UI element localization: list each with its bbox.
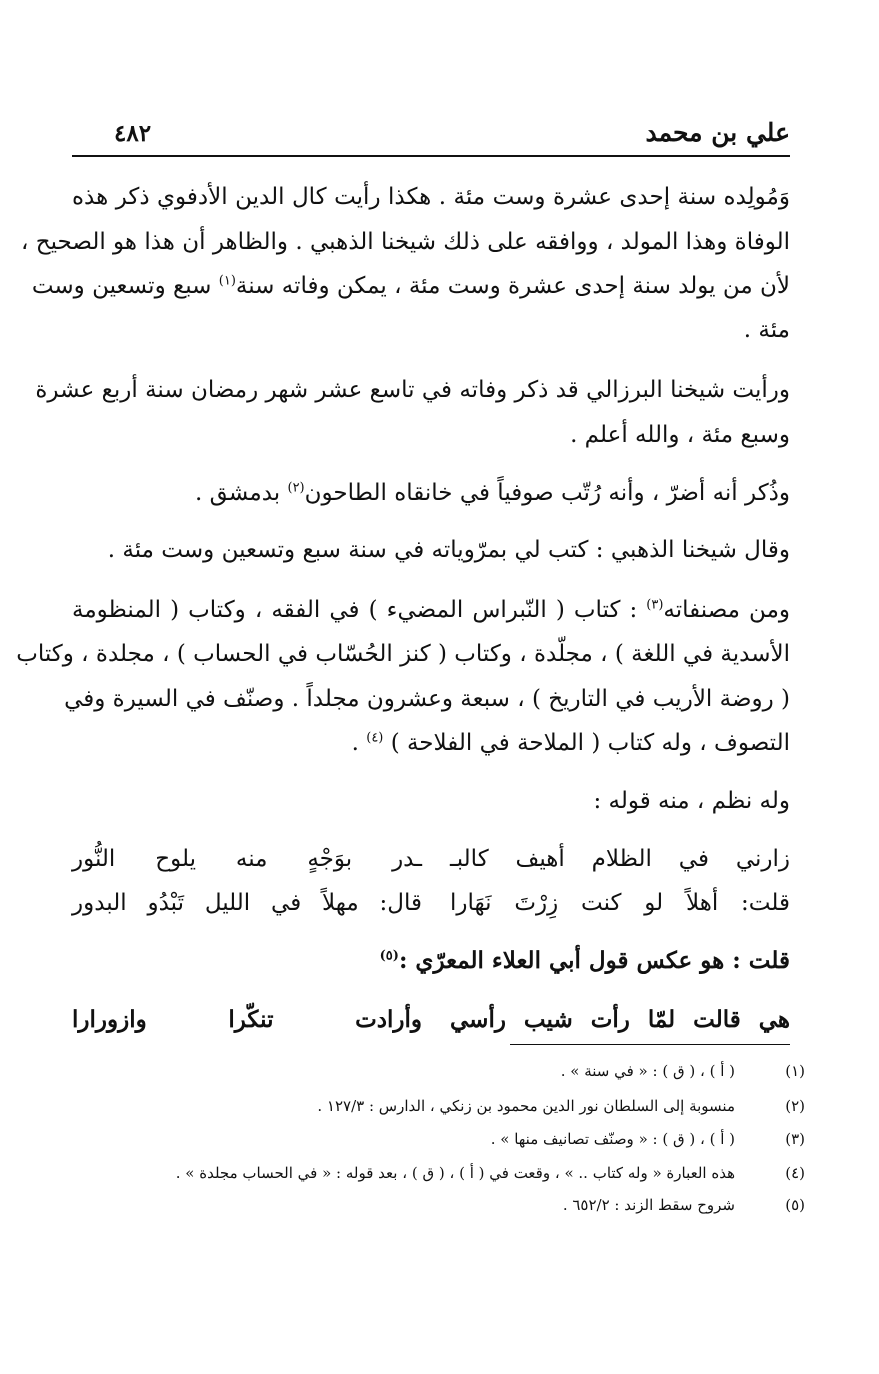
verse-line xyxy=(72,839,790,879)
footnote-text: شروح سقط الزند : ٦٥٢/٢ . xyxy=(562,1196,735,1214)
body-line: التصوف ، وله كتاب ( الملاحة في الفلاحة ) $^{(٤)}$ . xyxy=(351,730,790,756)
body-line: ورأيت شيخنا البرزالي قد ذكر وفاته في تاسع عشر شهر رمضان سنة أربع عشرة xyxy=(35,377,790,403)
verse-hemistich: هي قالت لمّا رأت شيب رأسي xyxy=(450,1006,790,1033)
verse-hemistich: قال: مهلاً في الليل تَبْدُو البدور xyxy=(72,890,422,916)
footnote xyxy=(100,1158,805,1188)
verse-hemistich: وأرادت تنكّرا وازورارا xyxy=(72,1006,422,1033)
body-line: وسبع مئة ، والله أعلم . xyxy=(570,422,790,448)
footnote-number: (٣) xyxy=(785,1130,805,1148)
footnote xyxy=(100,1124,805,1154)
footnote-number: (٥) xyxy=(785,1196,805,1214)
body-line: وَمُولِده سنة إحدى عشرة وست مئة . هكذا رأيت كال الدين الأدفوي ذكر هذه xyxy=(72,184,790,210)
footnote-marker: (١) xyxy=(218,273,236,289)
running-header xyxy=(72,118,790,154)
footnote xyxy=(100,1091,805,1121)
body-line: لأن من يولد سنة إحدى عشرة وست مئة ، يمكن وفاته سنة$^{(١)}$ سبع وتسعين وست xyxy=(31,273,790,299)
footnote-marker: (٣) xyxy=(646,597,664,613)
body-line: الوفاة وهذا المولد ، ووافقه على ذلك شيخنا الذهبي . والظاهر أن هذا هو الصحيح ، xyxy=(21,229,790,255)
verse-hemistich: قلت: أهلاً لو كنت زِرْتَ نَهَارا xyxy=(450,890,790,916)
footnote-text: ( أ ) ، ( ق ) : « في سنة » . xyxy=(560,1062,735,1080)
footnote xyxy=(100,1056,805,1086)
footnote-text: منسوبة إلى السلطان نور الدين محمود بن زنكي ، الدارس : ١٢٧/٣ . xyxy=(317,1097,735,1115)
body-line: وقال شيخنا الذهبي : كتب لي بمرّوياته في سنة سبع وتسعين وست مئة . xyxy=(107,537,790,563)
body-line: وله نظم ، منه قوله : xyxy=(593,788,790,814)
body-line: وذُكر أنه أضرّ ، وأنه رُتّب صوفياً في خانقاه الطاحون$^{(٢)}$ بدمشق . xyxy=(195,480,790,506)
footnote-marker: (٥) xyxy=(379,948,399,964)
body-line: قلت : هو عكس قول أبي العلاء المعرّي :$^{(٥)}$ xyxy=(379,947,790,974)
verse-line xyxy=(72,883,790,923)
footnote-text: ( أ ) ، ( ق ) : « وصنّف تصانيف منها » . xyxy=(490,1130,735,1148)
footnote-marker: (٢) xyxy=(287,480,305,496)
verse-hemistich: زارني في الظلام أهيف كالبـ xyxy=(450,846,790,872)
footnote-text: هذه العبارة « وله كتاب .. » ، وقعت في ( أ ) ، ( ق ) ، بعد قوله : « في الحساب مجلدة » . xyxy=(175,1164,735,1182)
running-title: علي بن محمد xyxy=(645,118,790,147)
body-line: الأسدية في اللغة ) ، مجلّدة ، وكتاب ( كنز الحُسّاب في الحساب ) ، مجلدة ، وكتاب xyxy=(16,641,790,667)
footnote-separator xyxy=(510,1044,790,1045)
footnote-number: (١) xyxy=(785,1062,805,1080)
verse-hemistich: ـدر بوَجْهٍ منه يلوح النُّور xyxy=(72,846,422,872)
footnote xyxy=(100,1190,805,1220)
verse-line xyxy=(72,1000,790,1040)
header-rule xyxy=(72,155,790,157)
body-line: ( روضة الأريب في التاريخ ) ، سبعة وعشرون مجلداً . وصنّف في السيرة وفي xyxy=(64,686,790,712)
body-line: مئة . xyxy=(743,317,790,343)
page-number: ٤٨٢ xyxy=(114,120,152,147)
footnote-marker: (٤) xyxy=(366,730,384,746)
footnote-number: (٤) xyxy=(785,1164,805,1182)
body-line: ومن مصنفاته$^{(٣)}$ : كتاب ( النّبراس المضيء ) في الفقه ، وكتاب ( المنظومة xyxy=(72,597,790,623)
footnote-number: (٢) xyxy=(785,1097,805,1115)
